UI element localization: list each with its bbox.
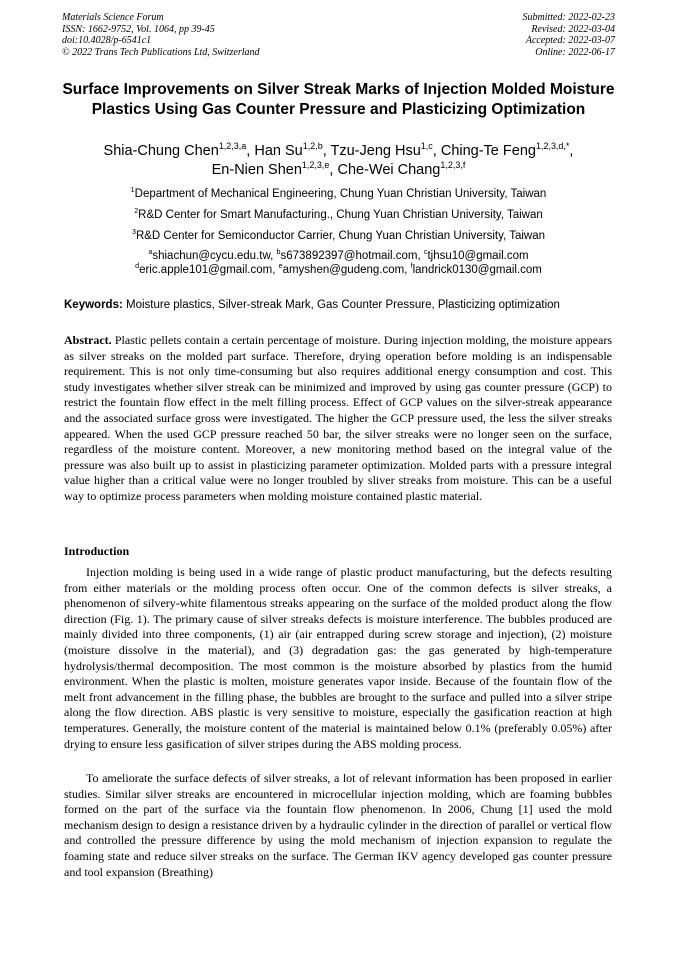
section-heading-introduction: Introduction [64, 544, 130, 558]
paper-title: Surface Improvements on Silver Streak Marks of Injection Molded Moisture Plastics Using Gas Counter Pressure and Plasticizing Optimization [62, 81, 615, 118]
keywords [64, 298, 617, 312]
journal-doi: doi:10.4028/p-6541c1 [62, 35, 152, 46]
page-header [62, 12, 615, 58]
author: Ching-Te Feng$^{1,2,3,d,*}$, [440, 141, 574, 159]
email-line [62, 263, 615, 277]
affiliation: $^1$Department of Mechanical Engineering, Chung Yuan Christian University, Taiwan [130, 186, 547, 200]
introduction-paragraph-2: To ameliorate the surface defects of silver streaks, a lot of relevant information has been proposed in earlier studies. Similar silver streaks are encountered in microcellular injection molding, which are foaming bubbles formed on the part of the surface via the fountain flow phenomenon. In 2006, Chung [1] used the mold mechanism design to design a resistance driven by a hydraulic cylinder in the direction of parallel or vertical flow and controlled the pressure difference by using the mold mechanism of injection expansion to regulate the foaming state and reduce silver streaks on the surface. The German IKV agency developed gas counter pressure and tool expansion (Breathing) [64, 771, 612, 879]
author: Han Su$^{1,2,b}$, [254, 141, 331, 159]
journal-issn: ISSN: 1662-9752, Vol. 1064, pp 39-45 [62, 23, 215, 35]
email-address[interactable]: $^f$landrick0130@gmail.com [410, 262, 542, 276]
date-revised: Revised: 2022-03-04 [531, 23, 615, 35]
date-online: Online: 2022-06-17 [535, 46, 615, 58]
author: Tzu-Jeng Hsu$^{1,c}$, [330, 141, 441, 159]
author-emails [62, 249, 615, 277]
abstract-label: Abstract. [64, 333, 112, 347]
affiliation: $^2$R&D Center for Smart Manufacturing., Chung Yuan Christian University, Taiwan [134, 207, 543, 221]
journal-info [62, 12, 260, 58]
email-address[interactable]: $^e$amyshen@gudeng.com, [278, 262, 411, 276]
journal-name: Materials Science Forum [62, 12, 164, 23]
journal-copyright: © 2022 Trans Tech Publications Ltd, Switzerland [62, 46, 260, 58]
email-address[interactable]: $^c$tjhsu10@gmail.com [423, 248, 529, 262]
email-address[interactable]: $^d$eric.apple101@gmail.com, [135, 262, 279, 276]
abstract-text: Plastic pellets contain a certain percentage of moisture. During injection molding, the moisture appears as silver streaks on the molded part surface. Therefore, drying operation before molding is an indispensable requirement. This is not only time-consuming but also requires additional energy consumption and cost. This study investigates whether silver streak can be minimized and improved by using gas counter pressure (GCP) to restrict the fountain flow effect in the melt filling process. Effect of GCP values on the silver-streak appearance and the associated surface gross were investigated. The higher the GCP pressure used, the less the silver streaks appeared. When the used GCP pressure reached 50 bar, the silver streaks were no longer seen on the surface, regardless of the moisture content. Moreover, a new monitoring method based on the integral value of the pressure was also built up to assist in plasticizing parameter optimization. Molded parts with a pressure integral value higher than a critical value were no longer troubled by sliver streaks from moisture. This can be a useful way to optimize process parameters when molding moisture contained plastic material. [64, 333, 612, 503]
author-list [62, 142, 615, 180]
author: Shia-Chung Chen$^{1,2,3,a}$, [103, 141, 255, 159]
author: En-Nien Shen$^{1,2,3,e}$, [211, 160, 338, 178]
email-address[interactable]: $^a$shiachun@cycu.edu.tw, [148, 248, 277, 262]
keywords-text: Moisture plastics, Silver-streak Mark, Gas Counter Pressure, Plasticizing optimization [122, 299, 560, 311]
affiliation: $^3$R&D Center for Semiconductor Carrier, Chung Yuan Christian University, Taiwan [131, 228, 546, 242]
date-accepted: Accepted: 2022-03-07 [525, 35, 615, 46]
date-submitted: Submitted: 2022-02-23 [522, 12, 615, 23]
email-address[interactable]: $^b$s673892397@hotmail.com, [276, 248, 424, 262]
introduction-paragraph-1: Injection molding is being used in a wide range of plastic product manufacturing, but the defects resulting from either materials or the molding process often occur. One of the common defects is silver streaks, a phenomenon of silvery-white filamentous streaks appearing on the surface of the molded product along the flow direction (Fig. 1). The primary cause of silver streaks defects is moisture interference. The bubbles produced are mainly divided into three components, (1) air (air entrapped during screw storage and injection), (2) moisture (moisture dissolve in the material), and (3) degradation gas: the gas generated by high-temperature hydrolysis/thermal decomposition. The most common is the moisture absorbed by plastics from the humid environment. When the plastic is molten, moisture generates vapor inside. Because of the fountain flow of the melt front advancement in the filling phase, the bubbles are brought to the surface and pulled into a silver stripe along the flow direction. ABS plastic is very sensitive to moisture, especially the gasification reaction at high temperatures. Generally, the moisture content of the material is maintained below 0.1% (preferably 0.05%) after drying to ensure less gasification of silver stripes during the ABS molding process. [64, 565, 612, 751]
email-line [62, 249, 615, 263]
abstract [64, 333, 612, 505]
author: Che-Wei Chang$^{1,2,3,f}$ [337, 160, 466, 178]
publication-dates [523, 12, 616, 58]
keywords-label: Keywords: [64, 299, 123, 311]
